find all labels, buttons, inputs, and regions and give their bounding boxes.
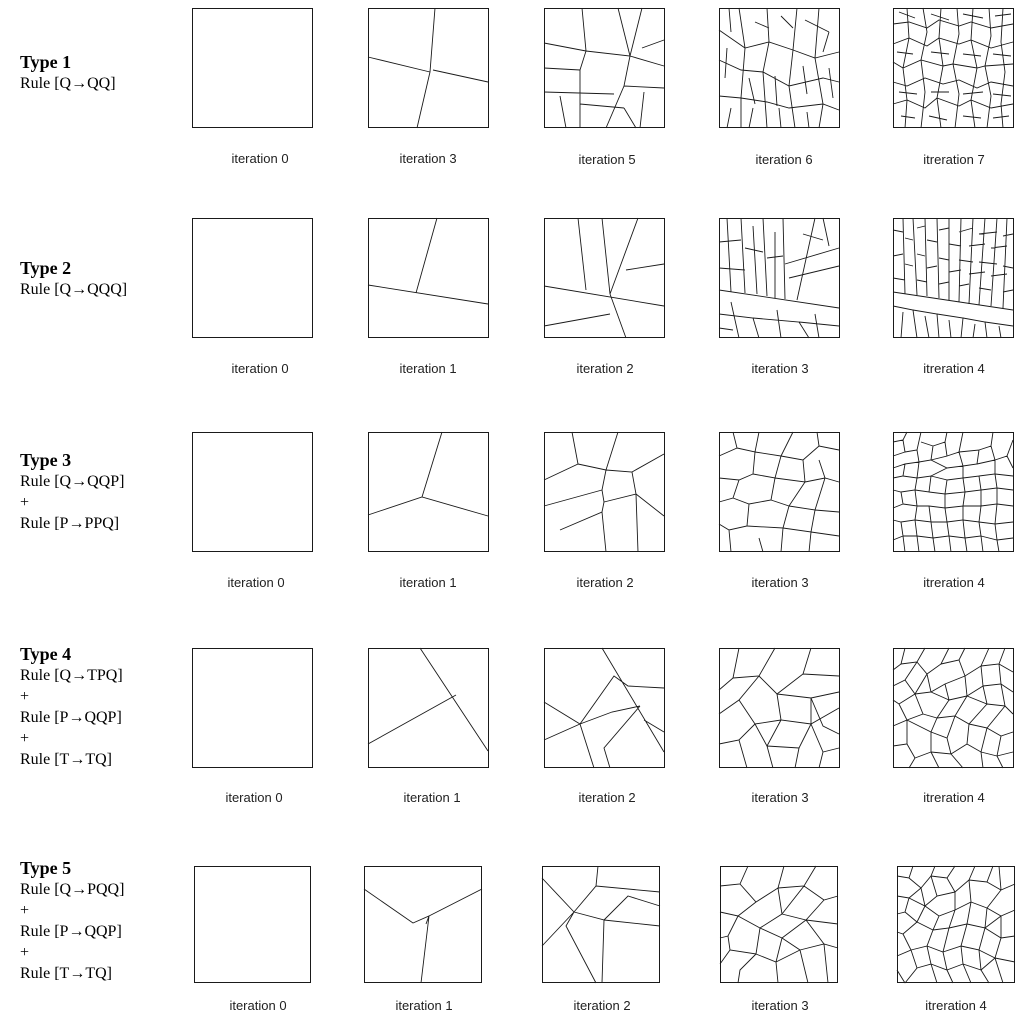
type-5-caption-3: iteration 3 bbox=[751, 998, 809, 1013]
type-3-iteration-4-panel bbox=[893, 432, 1014, 552]
type-1-caption-4: itreration 7 bbox=[923, 152, 985, 167]
type-2-caption-1: iteration 1 bbox=[399, 361, 457, 376]
type-1-caption-1: iteration 3 bbox=[399, 151, 457, 166]
type-1-rule-1: Rule [Q→QQ] bbox=[20, 75, 116, 92]
type-5-caption-1: iteration 1 bbox=[395, 998, 453, 1013]
type-4-iteration-3-panel bbox=[719, 648, 840, 768]
type-4-rule-1: Rule [Q→TPQ] bbox=[20, 667, 123, 684]
type-2-iteration-3-panel bbox=[719, 218, 840, 338]
type-4-plus-2: + bbox=[20, 730, 30, 747]
type-4-caption-1: iteration 1 bbox=[403, 790, 461, 805]
type-4-rule-block bbox=[20, 644, 123, 770]
type-5-caption-0: iteration 0 bbox=[229, 998, 287, 1013]
type-4-rule-2: Rule [P→QQP] bbox=[20, 709, 122, 726]
type-3-caption-4: itreration 4 bbox=[923, 575, 985, 590]
type-4-rule-3: Rule [T→TQ] bbox=[20, 751, 112, 768]
type-1-caption-0: iteration 0 bbox=[231, 151, 289, 166]
type-5-title: Type 5 bbox=[20, 858, 72, 878]
type-3-rule-2: Rule [P→PPQ] bbox=[20, 515, 120, 532]
type-2-rule-block bbox=[20, 258, 127, 300]
type-5-plus-1: + bbox=[20, 902, 30, 919]
type-2-iteration-4-panel bbox=[893, 218, 1014, 338]
type-3-rule-1: Rule [Q→QQP] bbox=[20, 473, 125, 490]
type-1-rule-block bbox=[20, 52, 116, 94]
type-4-iteration-2-panel bbox=[544, 648, 665, 768]
type-2-caption-4: itreration 4 bbox=[923, 361, 985, 376]
type-4-caption-0: iteration 0 bbox=[225, 790, 283, 805]
type-4-plus-1: + bbox=[20, 688, 30, 705]
type-5-rule-1: Rule [Q→PQQ] bbox=[20, 881, 125, 898]
type-1-iteration-6-panel bbox=[719, 8, 840, 128]
type-1-caption-3: iteration 6 bbox=[755, 152, 813, 167]
type-3-caption-2: iteration 2 bbox=[576, 575, 634, 590]
type-2-caption-0: iteration 0 bbox=[231, 361, 289, 376]
type-5-rule-2: Rule [P→QQP] bbox=[20, 923, 122, 940]
type-2-caption-3: iteration 3 bbox=[751, 361, 809, 376]
type-3-caption-1: iteration 1 bbox=[399, 575, 457, 590]
type-5-caption-4: itreration 4 bbox=[925, 998, 987, 1013]
type-2-iteration-1-panel bbox=[368, 218, 489, 338]
type-3-plus-1: + bbox=[20, 494, 30, 511]
type-3-caption-3: iteration 3 bbox=[751, 575, 809, 590]
type-1-iteration-7-panel bbox=[893, 8, 1014, 128]
type-3-caption-0: iteration 0 bbox=[227, 575, 285, 590]
type-4-iteration-1-panel bbox=[368, 648, 489, 768]
type-5-iteration-2-panel bbox=[542, 866, 660, 983]
type-2-iteration-2-panel bbox=[544, 218, 665, 338]
type-3-iteration-3-panel bbox=[719, 432, 840, 552]
type-2-caption-2: iteration 2 bbox=[576, 361, 634, 376]
type-1-caption-2: iteration 5 bbox=[578, 152, 636, 167]
type-4-caption-2: iteration 2 bbox=[578, 790, 636, 805]
type-2-iteration-0-panel bbox=[192, 218, 313, 338]
type-1-title: Type 1 bbox=[20, 52, 72, 72]
type-3-iteration-2-panel bbox=[544, 432, 665, 552]
type-5-iteration-1-panel bbox=[364, 866, 482, 983]
type-5-caption-2: iteration 2 bbox=[573, 998, 631, 1013]
type-4-iteration-0-panel bbox=[192, 648, 313, 768]
type-4-iteration-4-panel bbox=[893, 648, 1014, 768]
type-4-title: Type 4 bbox=[20, 644, 72, 664]
type-2-rule-1: Rule [Q→QQQ] bbox=[20, 281, 128, 298]
type-5-plus-2: + bbox=[20, 944, 30, 961]
type-5-iteration-0-panel bbox=[194, 866, 311, 983]
type-5-rule-3: Rule [T→TQ] bbox=[20, 965, 112, 982]
type-4-caption-4: itreration 4 bbox=[923, 790, 985, 805]
type-1-iteration-0-panel bbox=[192, 8, 313, 128]
type-5-iteration-4-panel bbox=[897, 866, 1015, 983]
type-3-rule-block bbox=[20, 450, 124, 534]
type-5-rule-block bbox=[20, 858, 124, 984]
type-3-title: Type 3 bbox=[20, 450, 72, 470]
type-4-caption-3: iteration 3 bbox=[751, 790, 809, 805]
type-1-iteration-5-panel bbox=[544, 8, 665, 128]
type-3-iteration-1-panel bbox=[368, 432, 489, 552]
type-2-title: Type 2 bbox=[20, 258, 72, 278]
type-3-iteration-0-panel bbox=[192, 432, 313, 552]
type-5-iteration-3-panel bbox=[720, 866, 838, 983]
type-1-iteration-3-panel bbox=[368, 8, 489, 128]
